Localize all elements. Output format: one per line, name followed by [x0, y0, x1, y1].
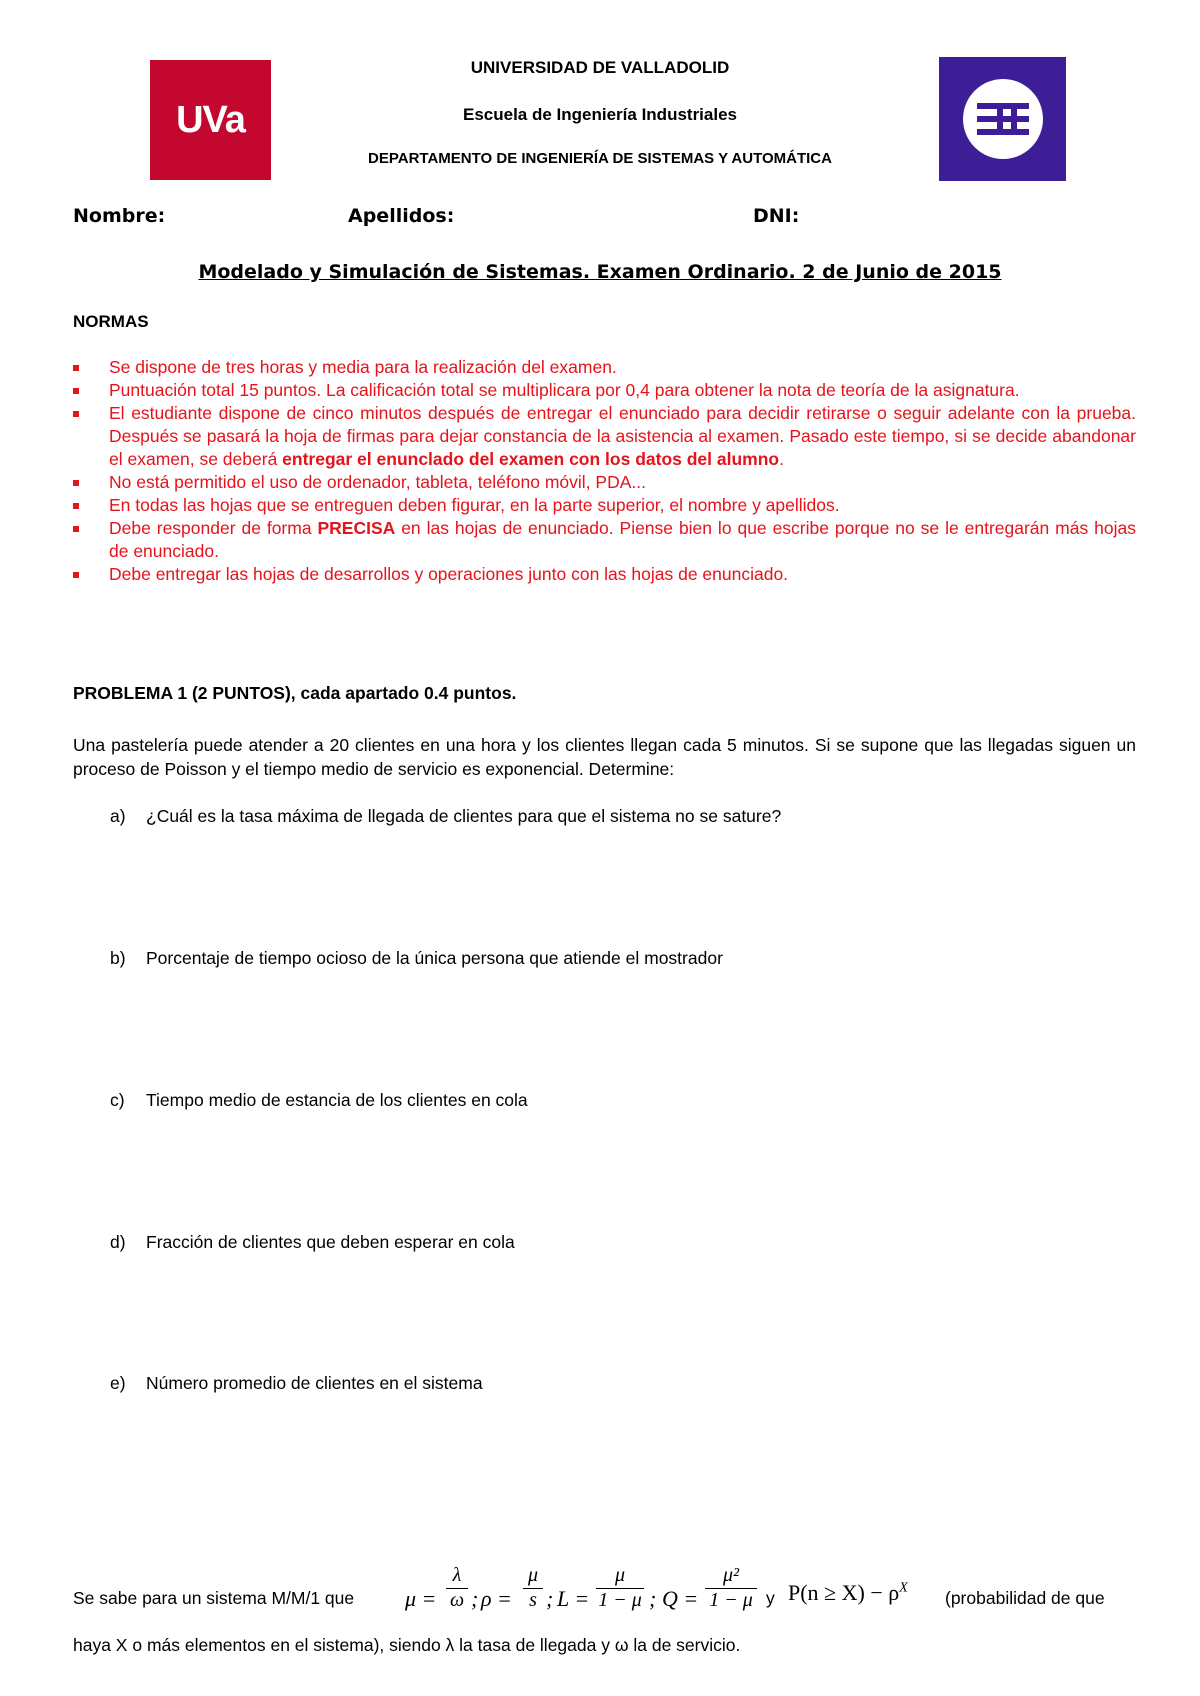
question-b: b) Porcentaje de tiempo ocioso de la única persona que atiende el mostrador: [110, 948, 723, 968]
bullet-icon: [73, 388, 79, 394]
formula-Q-lhs: Q =: [662, 1586, 699, 1611]
department-name: DEPARTAMENTO DE INGENIERÍA DE SISTEMAS Y AUTOMÁTICA: [368, 150, 832, 167]
bullet-icon: [73, 411, 79, 417]
problem-heading: PROBLEMA 1 (2 PUNTOS), cada apartado 0.4 puntos.: [73, 683, 517, 703]
uva-logo-text: UVa: [176, 98, 245, 141]
formula-mu-fraction: λ ω: [446, 1564, 468, 1613]
exam-title: Modelado y Simulación de Sistemas. Examen Ordinario. 2 de Junio de 2015: [198, 261, 1002, 283]
formula-note: (probabilidad de que: [945, 1588, 1105, 1608]
rule-item: Se dispone de tres horas y media para la realización del examen.: [73, 356, 1136, 379]
name-label: Nombre:: [73, 205, 166, 227]
bullet-icon: [73, 365, 79, 371]
rules-list: [73, 356, 1136, 586]
formula-continuation: haya X o más elementos en el sistema), siendo λ la tasa de llegada y ω la de servicio.: [73, 1635, 741, 1655]
rule-item: No está permitido el uso de ordenador, tableta, teléfono móvil, PDA...: [73, 471, 1136, 494]
formula-L-lhs: L =: [557, 1586, 590, 1611]
school-name: Escuela de Ingeniería Industriales: [463, 105, 737, 124]
bullet-icon: [73, 526, 79, 532]
problem-statement: Una pastelería puede atender a 20 clientes en una hora y los clientes llegan cada 5 minutos. Si se supone que las llegadas siguen un proceso de Poisson y el tiempo medio de servicio es exponencial. Determine:: [73, 735, 1136, 779]
question-e: e) Número promedio de clientes en el sistema: [110, 1373, 483, 1393]
formula-L-fraction: μ 1 − μ: [596, 1564, 644, 1613]
formula-intro: Se sabe para un sistema M/M/1 que: [73, 1588, 355, 1608]
bullet-icon: [73, 572, 79, 578]
bullet-icon: [73, 480, 79, 486]
university-name: UNIVERSIDAD DE VALLADOLID: [470, 58, 730, 77]
rule-item: Debe entregar las hojas de desarrollos y operaciones junto con las hojas de enunciado.: [73, 563, 1136, 586]
formula-rho-lhs: ρ =: [481, 1586, 512, 1611]
rule-item: Puntuación total 15 puntos. La calificación total se multiplicara por 0,4 para obtener la nota de teoría de la asignatura.: [73, 379, 1136, 402]
rules-heading: NORMAS: [73, 312, 149, 331]
mm1-formula: Se sabe para un sistema M/M/1 que μ = λ ω ; ρ = μ s ; L = μ 1 − μ ; Q = μ² 1 − μ y $P(n \ge X) - \rho^X$ (probabilidad de que: [73, 1564, 1105, 1611]
formula-mu-lhs: μ =: [405, 1586, 437, 1611]
formula-conjunction: y: [766, 1588, 775, 1608]
question-d: d) Fracción de clientes que deben esperar en cola: [110, 1232, 515, 1252]
rule-item: El estudiante dispone de cinco minutos después de entregar el enunciado para decidir retirarse o seguir adelante con la prueba. Después se pasará la hoja de firmas para dejar constancia de la asistencia al examen. Pasado este tiempo, si se decide abandonar el examen, se deberá entregar el enunclado del examen con los datos del alumno.: [73, 402, 1136, 471]
rule-item: Debe responder de forma PRECISA en las hojas de enunciado. Piense bien lo que escribe porque no se le entregarán más hojas de enunciado.: [73, 517, 1136, 563]
dni-label: DNI:: [753, 205, 800, 227]
formula-rho-fraction: μ s: [523, 1564, 543, 1613]
rule-item: En todas las hojas que se entreguen deben figurar, en la parte superior, el nombre y apellidos.: [73, 494, 1136, 517]
surname-label: Apellidos:: [348, 205, 455, 227]
formula-Q-fraction: μ² 1 − μ: [705, 1564, 757, 1613]
bullet-icon: [73, 503, 79, 509]
formula-probability: $P(n \ge X) - \rho^X$: [788, 1580, 908, 1605]
question-a: a) ¿Cuál es la tasa máxima de llegada de clientes para que el sistema no se sature?: [110, 806, 782, 826]
question-c: c) Tiempo medio de estancia de los clientes en cola: [110, 1090, 528, 1110]
